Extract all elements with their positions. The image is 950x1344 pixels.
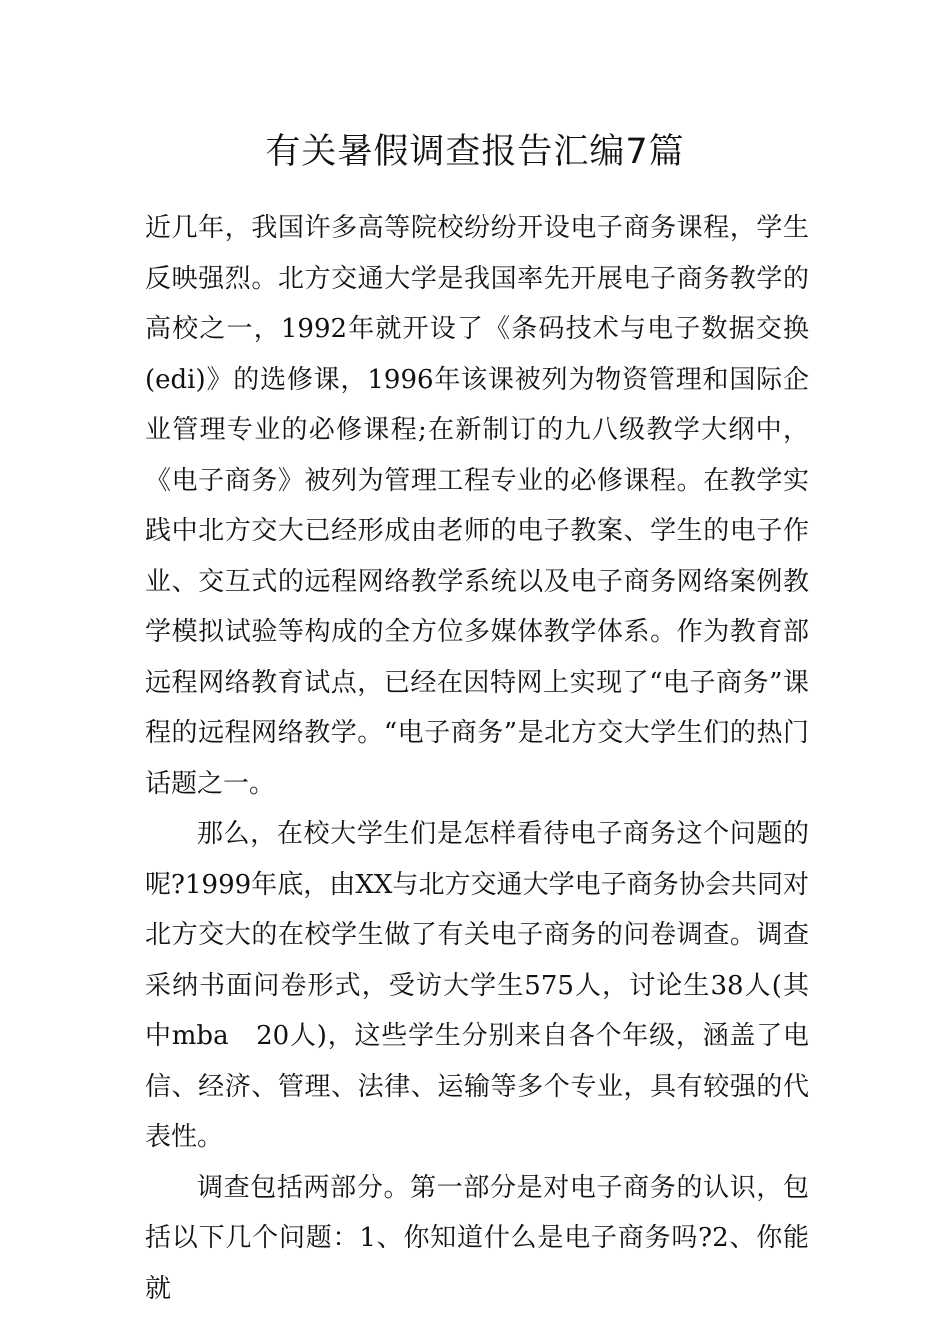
paragraph-survey-background: 那么，在校大学生们是怎样看待电子商务这个问题的呢?1999年底，由XX与北方交通大学电子商务协会共同对北方交大的在校学生做了有关电子商务的问卷调查。调查采纳书面问卷形式，受访大学生575人，讨论生38人(其中mba 20人)，这些学生分别来自各个年级，涵盖了电信、经济、管理、法律、运输等多个专业，具有较强的代表性。 [145, 819, 809, 1152]
document-body [145, 203, 809, 1314]
paragraph-survey-content: 调查包括两部分。第一部分是对电子商务的认识，包括以下几个问题：1、你知道什么是电子商务吗?2、你能就 [145, 1172, 809, 1304]
paragraph-intro: 近几年，我国许多高等院校纷纷开设电子商务课程，学生反映强烈。北方交通大学是我国率先开展电子商务教学的高校之一，1992年就开设了《条码技术与电子数据交换(edi)》的选修课，1996年该课被列为物资管理和国际企业管理专业的必修课程;在新制订的九八级教学大纲中，《电子商务》被列为管理工程专业的必修课程。在教学实践中北方交大已经形成由老师的电子教案、学生的电子作业、交互式的远程网络教学系统以及电子商务网络案例教学模拟试验等构成的全方位多媒体教学体系。作为教育部远程网络教育试点，已经在因特网上实现了“电子商务”课程的远程网络教学。“电子商务”是北方交大学生们的热门话题之一。 [145, 213, 809, 799]
document-title: 有关暑假调查报告汇编7篇 [265, 132, 685, 172]
